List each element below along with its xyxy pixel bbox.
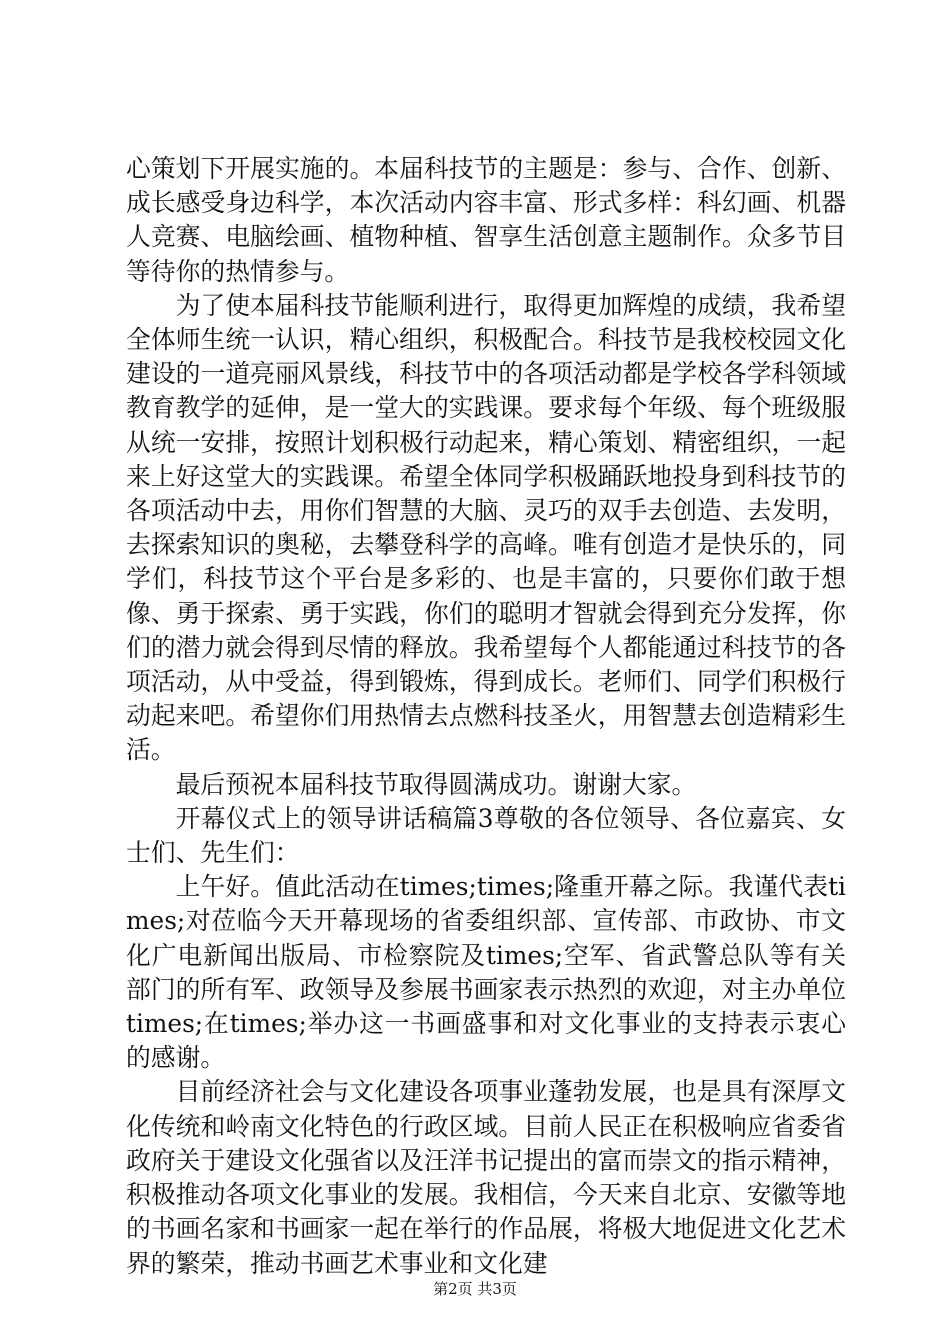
paragraph-closing-wishes: 最后预祝本届科技节取得圆满成功。谢谢大家。 — [175, 769, 697, 799]
paragraph-speech-3-heading: 开幕仪式上的领导讲话稿篇3尊敬的各位领导、各位嘉宾、女士们、先生们： — [126, 803, 846, 868]
paragraph-cultural-development: 目前经济社会与文化建设各项事业蓬勃发展，也是具有深厚文化传统和岭南文化特色的行政区域。目前人民正在积极响应省委省政府关于建设文化强省以及汪洋书记提出的富而崇文的指示精神，积极推动各项文化事业的发展。我相信，今天来自北京、安徽等地的书画名家和书画家一起在举行的作品展，将极大地促进文化艺术界的繁荣，推动书画艺术事业和文化建 — [126, 1077, 846, 1278]
paragraph-greeting-welcome: 上午好。值此活动在times;times;隆重开幕之际。我谨代表times;对莅临今天开幕现场的省委组织部、宣传部、市政协、市文化广电新闻出版局、市检察院及times;空军、省武警总队等有关部门的所有军、政领导及参展书画家表示热烈的欢迎，对主办单位times;在times;举办这一书画盛事和对文化事业的支持表示衷心的感谢。 — [126, 872, 846, 1073]
page-footer: 第2页 共3页 — [433, 1280, 517, 1298]
document-body — [126, 152, 846, 1281]
paragraph-science-festival-hopes: 为了使本届科技节能顺利进行，取得更加辉煌的成绩，我希望全体师生统一认识，精心组织，积极配合。科技节是我校校园文化建设的一道亮丽风景线，科技节中的各项活动都是学校各学科领域教育教学的延伸，是一堂大的实践课。要求每个年级、每个班级服从统一安排，按照计划积极行动起来，精心策划、精密组织，一起来上好这堂大的实践课。希望全体同学积极踊跃地投身到科技节的各项活动中去，用你们智慧的大脑、灵巧的双手去创造、去发明，去探索知识的奥秘，去攀登科学的高峰。唯有创造才是快乐的，同学们，科技节这个平台是多彩的、也是丰富的，只要你们敢于想像、勇于探索、勇于实践，你们的聪明才智就会得到充分发挥，你们的潜力就会得到尽情的释放。我希望每个人都能通过科技节的各项活动，从中受益，得到锻炼，得到成长。老师们、同学们积极行动起来吧。希望你们用热情去点燃科技圣火，用智慧去创造精彩生活。 — [126, 290, 846, 765]
paragraph-continuation: 心策划下开展实施的。本届科技节的主题是：参与、合作、创新、成长感受身边科学，本次活动内容丰富、形式多样：科幻画、机器人竞赛、电脑绘画、植物种植、智享生活创意主题制作。众多节目等待你的热情参与。 — [126, 154, 846, 286]
